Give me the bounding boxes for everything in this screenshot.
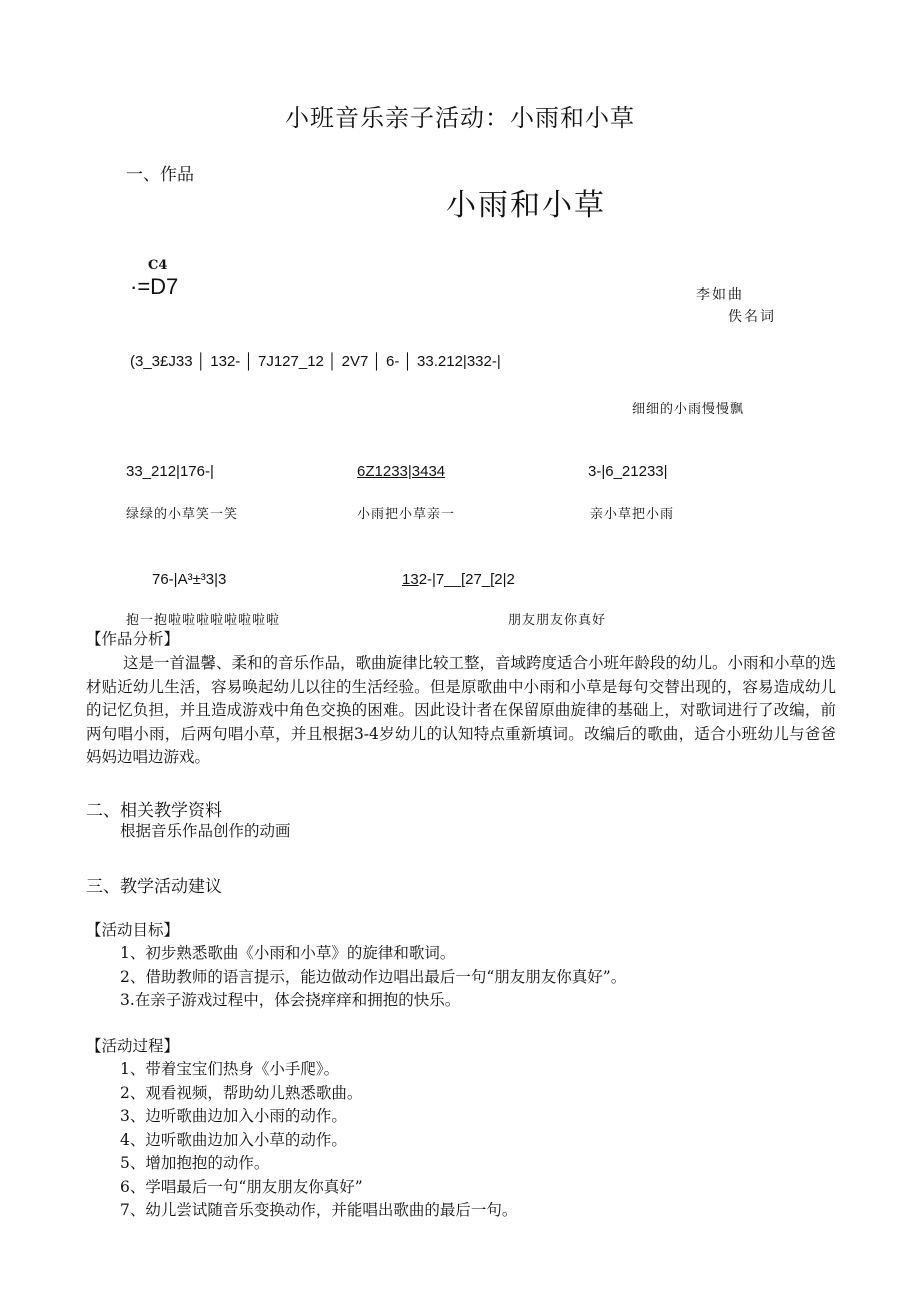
process-item: 6、学唱最后一句“朋友朋友你真好” bbox=[120, 1177, 363, 1196]
lyric-line-2a: 绿绿的小草笑一笑 bbox=[126, 507, 239, 522]
process-item: 5、增加抱抱的动作。 bbox=[120, 1154, 270, 1172]
analysis-paragraph: 这是一首温馨、柔和的音乐作品，歌曲旋律比较工整，音域跨度适合小班年龄段的幼儿。小雨和小草的选材贴近幼儿生活，容易唤起幼儿以往的生活经验。但是原歌曲中小雨和小草是每句交替出现的，容易造成幼儿的记忆负担，并且造成游戏中角色交换的困难。因此设计者在保留原曲旋律的基础上，对歌词进行了改编，前两句唱小雨，后两句唱小草，并且根据3-4岁幼儿的认知特点重新填词。改编后的歌曲，适合小班幼儿与爸爸妈妈边唱边游戏。 bbox=[86, 654, 837, 766]
notation-rest-part: 2-|7__[27_[2|2 bbox=[418, 571, 515, 588]
goal-item: 2、借助教师的语言提示，能边做动作边唱出最后一句“朋友朋友你真好”。 bbox=[120, 967, 627, 986]
notation-line-3b bbox=[402, 571, 515, 588]
process-item: 3、边听歌曲边加入小雨的动作。 bbox=[120, 1107, 347, 1125]
lyric-line-1: 细细的小雨慢慢飘 bbox=[632, 402, 745, 417]
process-item: 7、幼儿尝试随音乐变换动作，并能唱出歌曲的最后一句。 bbox=[120, 1201, 518, 1219]
lyricist-credit: 佚名词 bbox=[728, 309, 776, 325]
notation-underlined-part: 13 bbox=[402, 571, 419, 588]
section-heading-work: 一、作品 bbox=[126, 165, 194, 185]
composer-credit: 李如曲 bbox=[696, 287, 744, 303]
section-heading-suggestions: 三、教学活动建议 bbox=[86, 877, 222, 897]
goals-list bbox=[120, 942, 626, 1013]
notation-line-3a: 76-|A³±³3|3 bbox=[152, 571, 227, 588]
materials-item: 根据音乐作品创作的动画 bbox=[120, 822, 291, 840]
page-title: 小班音乐亲子活动：小雨和小草 bbox=[285, 104, 635, 132]
lyric-line-3b: 朋友朋友你真好 bbox=[508, 613, 607, 628]
process-item: 1、带着宝宝们热身《小手爬》。 bbox=[120, 1060, 340, 1078]
analysis-heading: 【作品分析】 bbox=[86, 630, 180, 648]
notation-line-1: (3_3£J33 │ 132- │ 7J127_12 │ 2V7 │ 6- │ 33.212|332-| bbox=[130, 353, 501, 370]
notation-line-2c: 3-|6_21233| bbox=[588, 463, 668, 480]
goals-heading: 【活动目标】 bbox=[86, 921, 180, 939]
notation-line-2a: 33_212|176-| bbox=[126, 463, 214, 480]
process-item: 4、边听歌曲边加入小草的动作。 bbox=[120, 1130, 347, 1149]
goal-item: 1、初步熟悉歌曲《小雨和小草》的旋律和歌词。 bbox=[120, 944, 456, 962]
song-title: 小雨和小草 bbox=[446, 188, 606, 223]
lyric-line-3a: 抱一抱啦啦啦啦啦啦啦啦 bbox=[126, 613, 281, 628]
key-annotation: C4 bbox=[148, 258, 168, 273]
lyric-line-2c: 亲小草把小雨 bbox=[590, 507, 675, 522]
lyric-line-2b: 小雨把小草亲一 bbox=[357, 507, 456, 522]
process-list bbox=[120, 1058, 517, 1223]
process-heading: 【活动过程】 bbox=[86, 1037, 180, 1055]
goal-item: 3.在亲子游戏过程中，体会挠痒痒和拥抱的快乐。 bbox=[120, 991, 461, 1009]
process-item: 2、观看视频，帮助幼儿熟悉歌曲。 bbox=[120, 1083, 363, 1102]
key-signature: ·=D7 bbox=[130, 274, 179, 299]
notation-line-2b: 6Z1233|3434 bbox=[357, 463, 446, 480]
section-heading-materials: 二、相关教学资料 bbox=[86, 801, 222, 821]
